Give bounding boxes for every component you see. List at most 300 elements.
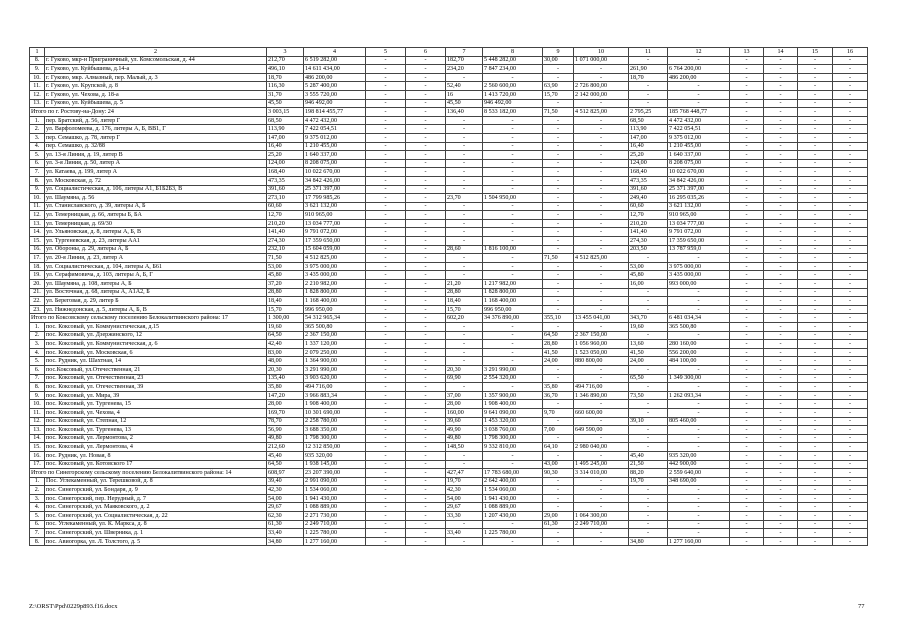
table-cell: - <box>730 133 764 142</box>
table-cell: - <box>366 357 406 366</box>
table-cell: 427,47 <box>446 469 483 478</box>
table-cell: - <box>406 185 446 194</box>
table-cell: - <box>730 90 764 99</box>
table-cell: - <box>764 305 798 314</box>
table-cell: 16 <box>446 90 483 99</box>
table-cell: - <box>543 116 574 125</box>
table-cell: - <box>730 374 764 383</box>
table-row <box>30 90 868 99</box>
table-cell: 41,50 <box>629 348 668 357</box>
table-cell: 56,90 <box>267 426 304 435</box>
table-cell: 1 504 950,00 <box>483 194 543 203</box>
table-cell: - <box>574 245 629 254</box>
table-cell: - <box>668 365 730 374</box>
table-row <box>30 237 868 246</box>
table-cell: - <box>764 323 798 332</box>
table-row <box>30 262 868 271</box>
table-cell: - <box>798 323 833 332</box>
table-cell: 12. <box>30 90 45 99</box>
table-cell: - <box>406 65 446 74</box>
table-cell: - <box>668 486 730 495</box>
table-cell: - <box>446 185 483 194</box>
table-cell: - <box>798 125 833 134</box>
table-row <box>30 194 868 203</box>
table-cell: 12,70 <box>629 211 668 220</box>
table-cell: - <box>574 374 629 383</box>
column-number: 1 <box>30 48 45 57</box>
table-cell: - <box>629 443 668 452</box>
table-row <box>30 297 868 306</box>
table-cell: - <box>446 331 483 340</box>
table-cell: 185 768 448,77 <box>668 108 730 117</box>
table-cell: 880 800,00 <box>574 357 629 366</box>
table-cell: - <box>730 237 764 246</box>
table-cell: 20,30 <box>446 365 483 374</box>
table-row <box>30 280 868 289</box>
table-cell: - <box>764 108 798 117</box>
table-cell: 12. <box>30 417 45 426</box>
table-cell: - <box>730 168 764 177</box>
table-cell: - <box>406 451 446 460</box>
table-cell: - <box>833 116 868 125</box>
table-cell: - <box>730 194 764 203</box>
table-cell: 13. <box>30 219 45 228</box>
table-cell: - <box>446 73 483 82</box>
table-cell: - <box>446 237 483 246</box>
table-cell: - <box>798 314 833 323</box>
table-cell: 7,00 <box>543 426 574 435</box>
table-cell: - <box>730 340 764 349</box>
table-cell: - <box>366 314 406 323</box>
table-cell: 18. <box>30 262 45 271</box>
table-cell: 3. <box>30 133 45 142</box>
table-cell: - <box>406 512 446 521</box>
table-cell: 8. <box>30 537 45 546</box>
table-cell: - <box>366 176 406 185</box>
table-cell: - <box>730 365 764 374</box>
table-cell: - <box>798 262 833 271</box>
table-cell: 16,40 <box>267 142 304 151</box>
table-row <box>30 133 868 142</box>
table-cell: - <box>366 262 406 271</box>
table-cell: 14. <box>30 228 45 237</box>
table-cell: - <box>629 426 668 435</box>
table-cell: 18,70 <box>629 73 668 82</box>
table-cell: - <box>730 151 764 160</box>
table-cell: - <box>406 408 446 417</box>
table-cell: 37,20 <box>267 280 304 289</box>
table-cell: - <box>833 443 868 452</box>
table-cell: - <box>574 142 629 151</box>
table-cell: - <box>833 254 868 263</box>
table-cell: пер. Братский, д. 56, литер Г <box>45 116 267 125</box>
table-cell: - <box>574 125 629 134</box>
table-cell: - <box>833 340 868 349</box>
table-cell: - <box>798 512 833 521</box>
table-cell: - <box>483 142 543 151</box>
table-cell: - <box>668 400 730 409</box>
table-cell: - <box>798 202 833 211</box>
table-cell: - <box>798 469 833 478</box>
table-row <box>30 73 868 82</box>
table-row <box>30 365 868 374</box>
table-cell: 1 534 060,00 <box>483 486 543 495</box>
table-cell: - <box>446 116 483 125</box>
table-cell: - <box>446 151 483 160</box>
table-row <box>30 426 868 435</box>
table-cell: - <box>833 469 868 478</box>
table-cell: 63,90 <box>543 82 574 91</box>
table-cell: 3 435 000,00 <box>668 271 730 280</box>
table-cell: - <box>366 469 406 478</box>
table-cell: - <box>574 477 629 486</box>
table-cell: 2 726 800,00 <box>574 82 629 91</box>
table-cell: - <box>406 503 446 512</box>
table-cell: - <box>406 305 446 314</box>
table-cell: 212,70 <box>267 56 304 65</box>
table-cell: - <box>366 151 406 160</box>
table-cell: - <box>764 151 798 160</box>
table-cell: пос. Коксовый, ул. Тургенева, 13 <box>45 426 267 435</box>
table-cell: - <box>668 503 730 512</box>
table-cell: 36,70 <box>543 391 574 400</box>
table-cell: - <box>406 108 446 117</box>
table-cell: - <box>730 460 764 469</box>
table-row <box>30 159 868 168</box>
table-cell: - <box>406 365 446 374</box>
table-cell: - <box>764 297 798 306</box>
table-cell: - <box>366 194 406 203</box>
table-cell: - <box>574 228 629 237</box>
table-cell: г. Гуково, мкр-н Приграничный, ул. Комсомольская, д. 44 <box>45 56 267 65</box>
table-cell: 1 349 300,00 <box>668 374 730 383</box>
table-cell: 9,70 <box>543 408 574 417</box>
table-cell: - <box>764 400 798 409</box>
table-cell: - <box>574 116 629 125</box>
table-cell: - <box>730 503 764 512</box>
table-cell: - <box>574 168 629 177</box>
table-cell: 15. <box>30 237 45 246</box>
table-cell: 60,60 <box>629 202 668 211</box>
table-cell: - <box>730 82 764 91</box>
table-cell: - <box>366 219 406 228</box>
table-cell: 2 210 982,00 <box>304 280 366 289</box>
table-cell: - <box>730 280 764 289</box>
table-cell: - <box>833 323 868 332</box>
table-cell: 1 364 900,00 <box>304 357 366 366</box>
table-cell: - <box>833 374 868 383</box>
table-cell: 1 168 400,00 <box>304 297 366 306</box>
table-cell: - <box>406 460 446 469</box>
table-row <box>30 486 868 495</box>
table-cell: - <box>730 486 764 495</box>
table-cell: 18,70 <box>267 73 304 82</box>
table-cell: - <box>366 237 406 246</box>
table-cell: 1 941 430,00 <box>483 494 543 503</box>
table-cell: - <box>543 494 574 503</box>
table-cell: - <box>574 529 629 538</box>
table-cell: - <box>730 99 764 108</box>
table-cell: 1 217 982,00 <box>483 280 543 289</box>
table-cell: 249,40 <box>629 194 668 203</box>
table-cell: - <box>798 176 833 185</box>
footer-file-path: Z:\ORST\Ppd\0229p893.f16.docx <box>29 603 118 610</box>
table-cell: 996 950,00 <box>483 305 543 314</box>
table-cell: 23. <box>30 305 45 314</box>
table-cell: - <box>366 108 406 117</box>
table-cell: - <box>543 451 574 460</box>
table-cell: - <box>406 262 446 271</box>
table-cell: 168,40 <box>267 168 304 177</box>
table-cell: - <box>798 417 833 426</box>
table-cell: - <box>798 520 833 529</box>
table-cell: 996 950,00 <box>304 305 366 314</box>
table-cell: - <box>446 168 483 177</box>
table-cell: - <box>483 159 543 168</box>
table-cell: - <box>574 400 629 409</box>
table-cell: - <box>730 323 764 332</box>
table-cell: - <box>366 365 406 374</box>
table-cell: 35,80 <box>267 383 304 392</box>
table-cell: - <box>406 168 446 177</box>
table-cell: 49,90 <box>446 426 483 435</box>
table-cell: 45,40 <box>629 451 668 460</box>
table-cell: - <box>574 202 629 211</box>
table-cell: 15 604 059,00 <box>304 245 366 254</box>
table-cell: - <box>406 469 446 478</box>
table-cell: - <box>406 82 446 91</box>
table-cell: - <box>730 142 764 151</box>
table-cell: - <box>366 331 406 340</box>
table-cell: - <box>833 82 868 91</box>
column-number: 15 <box>798 48 833 57</box>
table-cell: 147,00 <box>629 133 668 142</box>
table-cell: - <box>730 520 764 529</box>
table-cell: 2 367 150,00 <box>574 331 629 340</box>
table-cell: - <box>446 271 483 280</box>
table-cell: - <box>406 237 446 246</box>
table-cell: ул. Тургеневская, д. 23, литеры АА1 <box>45 237 267 246</box>
table-cell: ул. Темерницкая, д. 66, литеры Б, БА <box>45 211 267 220</box>
table-cell: 2 249 710,00 <box>304 520 366 529</box>
table-cell: 2 795,25 <box>629 108 668 117</box>
table-cell: - <box>764 529 798 538</box>
table-cell: - <box>668 56 730 65</box>
table-cell: - <box>833 56 868 65</box>
table-row <box>30 323 868 332</box>
table-cell: - <box>798 486 833 495</box>
table-cell: - <box>543 271 574 280</box>
table-cell: - <box>764 460 798 469</box>
table-cell: 6. <box>30 520 45 529</box>
table-cell: - <box>730 469 764 478</box>
table-row <box>30 460 868 469</box>
table-cell: - <box>764 408 798 417</box>
table-cell: 1 346 890,00 <box>574 391 629 400</box>
table-cell: 3 975 000,00 <box>668 262 730 271</box>
table-cell: - <box>406 529 446 538</box>
table-cell: - <box>366 185 406 194</box>
table-cell: - <box>483 211 543 220</box>
table-cell: 68,50 <box>267 116 304 125</box>
table-cell: - <box>406 73 446 82</box>
table-cell: - <box>543 365 574 374</box>
table-cell: 141,40 <box>629 228 668 237</box>
table-cell: - <box>764 331 798 340</box>
table-cell: - <box>764 340 798 349</box>
table-cell: 11. <box>30 82 45 91</box>
table-cell: 20. <box>30 280 45 289</box>
table-cell: - <box>629 400 668 409</box>
table-cell: - <box>543 529 574 538</box>
table-cell: - <box>366 348 406 357</box>
table-cell: - <box>483 383 543 392</box>
table-cell: 19,60 <box>267 323 304 332</box>
table-cell: - <box>764 512 798 521</box>
table-row <box>30 288 868 297</box>
table-cell: 1 277 160,00 <box>668 537 730 546</box>
table-cell: - <box>730 65 764 74</box>
table-cell: - <box>730 434 764 443</box>
table-cell: - <box>543 374 574 383</box>
table-cell: - <box>798 357 833 366</box>
table-cell: пос. Коксовый, ул. Котовского 17 <box>45 460 267 469</box>
table-cell: 136,40 <box>446 108 483 117</box>
table-cell: - <box>406 133 446 142</box>
table-cell: 17 359 650,00 <box>304 237 366 246</box>
table-cell: - <box>406 417 446 426</box>
table-cell: 946 492,00 <box>304 99 366 108</box>
table-cell: - <box>574 219 629 228</box>
table-cell: - <box>406 400 446 409</box>
table-cell: - <box>629 90 668 99</box>
table-cell: - <box>366 374 406 383</box>
table-cell: 29,67 <box>446 503 483 512</box>
table-cell: - <box>764 73 798 82</box>
table-cell: - <box>366 159 406 168</box>
table-cell: - <box>730 417 764 426</box>
table-cell: 19,70 <box>629 477 668 486</box>
table-cell: - <box>574 65 629 74</box>
table-cell: - <box>668 512 730 521</box>
table-cell: ул. 20-я Линия, д. 23, литер А <box>45 254 267 263</box>
table-cell: 28,80 <box>543 340 574 349</box>
table-cell: 9. <box>30 391 45 400</box>
table-cell: 8 208 075,00 <box>304 159 366 168</box>
table-cell: 29,67 <box>267 503 304 512</box>
table-cell: 10 022 670,00 <box>304 168 366 177</box>
table-cell: 1 640 337,00 <box>304 151 366 160</box>
table-cell: - <box>764 537 798 546</box>
table-cell: - <box>483 151 543 160</box>
table-cell: - <box>574 451 629 460</box>
table-cell: ул. Социалистическая, д. 104, литеры А, Б61 <box>45 262 267 271</box>
table-cell: - <box>406 125 446 134</box>
table-cell: - <box>446 340 483 349</box>
table-cell: - <box>730 529 764 538</box>
table-cell: - <box>764 133 798 142</box>
table-cell: пос. Коксовый, ул. Коммунистическая, д.15 <box>45 323 267 332</box>
table-cell: 68,50 <box>629 116 668 125</box>
table-cell: 21. <box>30 288 45 297</box>
table-cell: 6 481 034,34 <box>668 314 730 323</box>
table-cell: - <box>543 297 574 306</box>
table-cell: - <box>730 494 764 503</box>
table-cell: - <box>833 331 868 340</box>
table-cell: - <box>798 348 833 357</box>
table-cell: - <box>543 65 574 74</box>
table-cell: 42,30 <box>446 486 483 495</box>
table-cell: - <box>629 99 668 108</box>
table-cell: - <box>483 73 543 82</box>
table-cell: - <box>833 168 868 177</box>
table-cell: - <box>730 331 764 340</box>
table-cell: - <box>446 125 483 134</box>
table-cell: - <box>543 151 574 160</box>
table-cell: - <box>629 408 668 417</box>
table-cell: 25,20 <box>629 151 668 160</box>
table-cell: 1 088 889,00 <box>304 503 366 512</box>
table-cell: - <box>764 503 798 512</box>
table-cell: 39,10 <box>629 417 668 426</box>
table-row <box>30 400 868 409</box>
table-cell: - <box>833 400 868 409</box>
table-cell: 17. <box>30 254 45 263</box>
table-cell: 6. <box>30 365 45 374</box>
table-cell: 20,30 <box>267 365 304 374</box>
table-cell: 6. <box>30 159 45 168</box>
table-cell: 17 783 680,00 <box>483 469 543 478</box>
table-row <box>30 374 868 383</box>
column-number: 12 <box>668 48 730 57</box>
table-cell: - <box>668 529 730 538</box>
table-cell: 54 312 965,34 <box>304 314 366 323</box>
table-row <box>30 125 868 134</box>
table-cell: 993 000,00 <box>668 280 730 289</box>
table-cell: 805 460,00 <box>668 417 730 426</box>
table-cell: 494 716,00 <box>574 383 629 392</box>
table-cell: - <box>629 56 668 65</box>
table-cell: - <box>574 503 629 512</box>
table-cell: - <box>730 176 764 185</box>
table-cell: - <box>483 357 543 366</box>
table-row <box>30 348 868 357</box>
table-cell: - <box>629 486 668 495</box>
table-cell: - <box>574 159 629 168</box>
table-cell: - <box>366 408 406 417</box>
table-cell: 3 621 132,00 <box>668 202 730 211</box>
table-cell: 61,30 <box>543 520 574 529</box>
table-cell: 1 816 100,00 <box>483 245 543 254</box>
table-cell: - <box>483 271 543 280</box>
table-cell: 3 966 883,34 <box>304 391 366 400</box>
table-cell: - <box>798 494 833 503</box>
table-cell: - <box>833 408 868 417</box>
table-cell: 64,10 <box>543 443 574 452</box>
table-cell: ул. Береговая, д. 29, литер Б <box>45 297 267 306</box>
table-cell: 45,50 <box>446 99 483 108</box>
table-cell: 9 375 012,00 <box>304 133 366 142</box>
table-cell: - <box>406 271 446 280</box>
table-cell: - <box>543 417 574 426</box>
table-row <box>30 443 868 452</box>
table-cell: - <box>366 529 406 538</box>
table-cell: 65,50 <box>629 374 668 383</box>
table-cell: 3 975 000,00 <box>304 262 366 271</box>
table-cell: - <box>406 202 446 211</box>
table-cell: 42,30 <box>267 486 304 495</box>
table-cell: - <box>833 237 868 246</box>
